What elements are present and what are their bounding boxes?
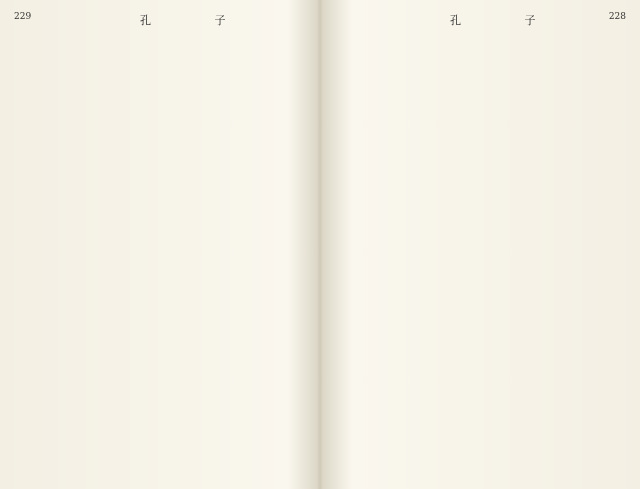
text-line <box>245 44 261 474</box>
text-line <box>143 44 159 474</box>
right-page <box>320 0 640 489</box>
text-line <box>194 44 210 474</box>
text-line <box>262 44 278 474</box>
text-line <box>41 44 57 474</box>
right-running-head: 孔 子 <box>450 14 566 27</box>
text-line <box>211 44 227 474</box>
right-page-number: 228 <box>608 12 626 22</box>
text-line <box>126 44 142 474</box>
text-line <box>160 44 176 474</box>
text-line <box>412 44 428 474</box>
text-line <box>565 44 581 474</box>
text-line <box>296 44 312 474</box>
text-line <box>463 44 479 474</box>
text-line <box>109 44 125 474</box>
text-line <box>480 44 496 474</box>
text-line <box>582 44 598 474</box>
text-line <box>58 44 74 474</box>
text-line <box>361 44 377 474</box>
text-line <box>446 44 462 474</box>
text-line <box>514 44 530 474</box>
left-page-number: 229 <box>14 12 32 22</box>
text-line <box>497 44 513 474</box>
text-line <box>279 44 295 474</box>
text-line <box>599 44 615 474</box>
text-line <box>548 44 564 474</box>
text-line <box>75 44 91 474</box>
text-line <box>531 44 547 474</box>
text-line <box>228 44 244 474</box>
text-line <box>378 44 394 474</box>
left-running-head: 孔 子 <box>140 14 256 27</box>
text-line <box>177 44 193 474</box>
text-line <box>616 44 632 474</box>
text-line <box>92 44 108 474</box>
text-line <box>344 44 360 474</box>
text-line <box>24 44 40 474</box>
text-line <box>429 44 445 474</box>
text-line <box>395 44 411 474</box>
